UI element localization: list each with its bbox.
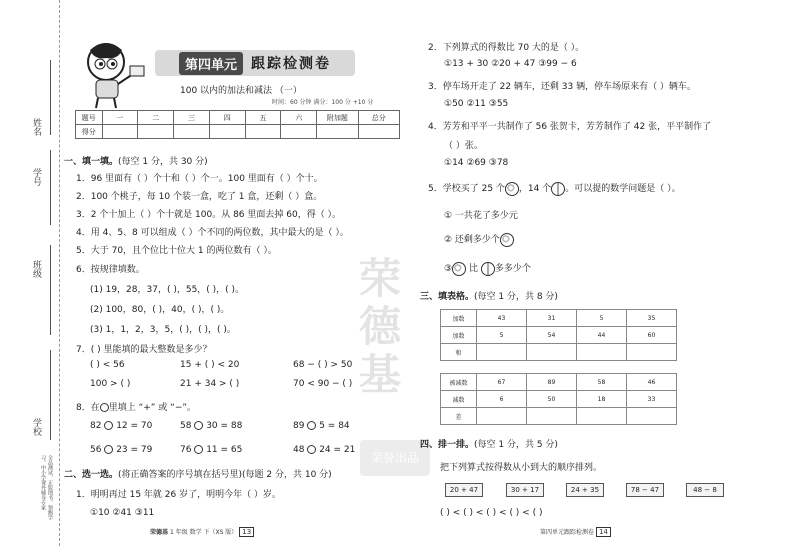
s1-q7-c: 68 − ( ) > 50 xyxy=(293,360,353,370)
s1-q8-d: 56 23 = 79 xyxy=(90,445,153,455)
s2-q2: 2．下列算式的得数比 70 大的是（ ）。 xyxy=(428,43,585,53)
right-page xyxy=(400,0,800,546)
answer-cell[interactable] xyxy=(527,344,577,361)
answer-cell[interactable] xyxy=(627,344,677,361)
operator-blank[interactable] xyxy=(194,445,203,454)
score-cell[interactable] xyxy=(102,125,138,139)
score-header: 附加题 xyxy=(317,111,358,125)
class-label: 班级 xyxy=(31,260,41,278)
s1-q7: 7．( ) 里能填的最大整数是多少？ xyxy=(76,345,212,355)
circle-icon xyxy=(100,403,109,412)
s1-q2: 2．100 个桃子，每 10 个装一盒，吃了 1 盒，还剩（ ）盒。 xyxy=(76,192,323,202)
s1-q6: 6．按规律填数。 xyxy=(76,265,145,275)
s2-q1: 1．明明再过 15 年就 26 岁了，明明今年（ ）岁。 xyxy=(76,490,281,500)
s1-q6-3: (3) 1，1，2，3，5，( )，( )，( )。 xyxy=(90,325,236,335)
s1-q7-a: ( ) < 56 xyxy=(90,360,125,370)
s1-q1: 1．96 里面有（ ）个十和（ ）个一。100 里面有（ ）个十。 xyxy=(76,174,323,184)
mascot-illustration xyxy=(78,40,148,110)
order-answer-line[interactable]: ( ) < ( ) < ( ) < ( ) < ( ) xyxy=(440,508,543,518)
answer-cell[interactable] xyxy=(477,344,527,361)
right-footer: 第四单元跟踪检测卷 14 xyxy=(540,527,611,537)
s1-q8: 8．在 里填上 “+” 或 “−”。 xyxy=(76,403,197,413)
section2-heading: 二、选一选。(将正确答案的序号填在括号里)(每题 2 分，共 10 分) xyxy=(64,470,332,480)
score-header: 三 xyxy=(174,111,210,125)
s2-q3-options: ①50 ②11 ③55 xyxy=(444,99,509,109)
s1-q7-b: 15 + ( ) < 20 xyxy=(180,360,240,370)
answer-cell[interactable] xyxy=(577,344,627,361)
score-header: 题号 xyxy=(76,111,103,125)
score-cell[interactable] xyxy=(245,125,281,139)
school-label: 学校 xyxy=(31,418,41,436)
basketball-icon xyxy=(481,262,495,276)
s2-q5: 5．学校买了 25 个 ，14 个 。可以提的数学问题是（ ）。 xyxy=(428,181,681,196)
expression-card: 48 − 8 xyxy=(686,483,724,497)
s1-q5: 5．大于 70，且个位比十位大 1 的两位数有（ ）。 xyxy=(76,246,277,256)
score-cell[interactable] xyxy=(358,125,399,139)
s1-q6-1: (1) 19，28，37，( )，55，( )，( )。 xyxy=(90,285,245,295)
s2-q4-options: ①14 ②69 ③78 xyxy=(444,158,509,168)
id-label: 学号 xyxy=(31,168,41,186)
binding-strip xyxy=(0,0,60,546)
s1-q8-a: 82 12 = 70 xyxy=(90,421,153,431)
unit-label: 第四单元 xyxy=(179,52,243,75)
page-number: 13 xyxy=(239,527,254,537)
watermark: 荣 德 基 xyxy=(358,254,401,399)
subtraction-table: 被减数 67 89 58 46 减数 6 50 18 33 差 xyxy=(440,373,677,425)
s1-q8-b: 58 30 = 88 xyxy=(180,421,243,431)
s2-q5-option1: ① 一共花了多少元 xyxy=(444,211,518,221)
score-header: 一 xyxy=(102,111,138,125)
s2-q5-option2: ② 还剩多少个 xyxy=(444,232,514,247)
basketball-icon xyxy=(551,182,565,196)
subtitle: 100 以内的加法和减法 （一） xyxy=(180,86,302,96)
header-banner xyxy=(155,50,355,76)
answer-cell[interactable] xyxy=(577,408,627,425)
section1-heading: 一、填一填。(每空 1 分，共 30 分) xyxy=(64,157,208,167)
publisher-stamp: 全品测试，正版图书，领跑学习，中小学课外辅导专家 xyxy=(40,455,53,520)
operator-blank[interactable] xyxy=(194,421,203,430)
s2-q5-option3: ③ 比 多多少个 xyxy=(444,261,531,276)
watermark-stamp: 荣誉出品 xyxy=(360,440,430,476)
score-table xyxy=(75,110,400,139)
operator-blank[interactable] xyxy=(104,445,113,454)
expression-card: 78 − 47 xyxy=(626,483,664,497)
s2-q1-options: ①10 ②41 ③11 xyxy=(90,508,155,518)
soccer-ball-icon xyxy=(500,233,514,247)
answer-cell[interactable] xyxy=(477,408,527,425)
id-line xyxy=(50,150,51,225)
score-cell[interactable] xyxy=(138,125,174,139)
operator-blank[interactable] xyxy=(104,421,113,430)
operator-blank[interactable] xyxy=(307,445,316,454)
score-cell[interactable] xyxy=(174,125,210,139)
s1-q4: 4．用 4、5、8 可以组成（ ）个不同的两位数，其中最大的是（ ）。 xyxy=(76,228,349,238)
soccer-ball-icon xyxy=(505,182,519,196)
section3-heading: 三、填表格。(每空 1 分，共 8 分) xyxy=(420,292,558,302)
operator-blank[interactable] xyxy=(307,421,316,430)
score-header: 四 xyxy=(209,111,245,125)
name-line xyxy=(50,60,51,135)
s4-instruction: 把下列算式按得数从小到大的顺序排列。 xyxy=(440,463,603,473)
class-line xyxy=(50,245,51,335)
answer-cell[interactable] xyxy=(627,408,677,425)
score-header: 总分 xyxy=(358,111,399,125)
s2-q2-options: ①13 + 30 ②20 + 47 ③99 − 6 xyxy=(444,59,577,69)
s1-q6-2: (2) 100，80，( )，40，( )，( )。 xyxy=(90,305,230,315)
expression-card: 24 + 35 xyxy=(566,483,604,497)
page-title: 跟踪检测卷 xyxy=(251,56,331,72)
score-header: 六 xyxy=(281,111,317,125)
s1-q7-d: 100 > ( ) xyxy=(90,379,131,389)
s1-q8-f: 48 24 = 21 xyxy=(293,445,356,455)
s1-q7-e: 21 + 34 > ( ) xyxy=(180,379,240,389)
page-number: 14 xyxy=(596,527,611,537)
expression-card: 20 + 47 xyxy=(445,483,483,497)
school-line xyxy=(50,350,51,440)
addition-table: 加数 43 31 5 35 加数 5 54 44 60 和 xyxy=(440,309,677,361)
score-header: 五 xyxy=(245,111,281,125)
score-header: 二 xyxy=(138,111,174,125)
time-info: 时间：60 分钟 满分：100 分 +10 分 xyxy=(272,99,374,106)
score-row-label: 得分 xyxy=(76,125,103,139)
section4-heading: 四、排一排。(每空 1 分，共 5 分) xyxy=(420,440,558,450)
answer-cell[interactable] xyxy=(527,408,577,425)
s1-q3: 3．2 个十加上（ ）个十就是 100。从 86 里面去掉 60，得（ ）。 xyxy=(76,210,342,220)
s1-q8-e: 76 11 = 65 xyxy=(180,445,243,455)
s2-q4-cont: （ ）张。 xyxy=(444,141,483,151)
score-cell[interactable] xyxy=(281,125,317,139)
name-label: 姓名 xyxy=(31,118,41,136)
score-cell[interactable] xyxy=(317,125,358,139)
score-cell[interactable] xyxy=(209,125,245,139)
s2-q4: 4．芳芳和平平一共制作了 56 张贺卡，芳芳制作了 42 张，平平制作了 xyxy=(428,122,712,132)
left-footer: 荣德基 1 年级 数学 下（XS 版） 13 xyxy=(150,527,254,537)
s1-q8-c: 89 5 = 84 xyxy=(293,421,350,431)
expression-card: 30 + 17 xyxy=(506,483,544,497)
s2-q3: 3．停车场开走了 22 辆车，还剩 33 辆，停车场原来有（ ）辆车。 xyxy=(428,82,696,92)
soccer-ball-icon xyxy=(452,262,466,276)
s1-q7-f: 70 < 90 − ( ) xyxy=(293,379,353,389)
